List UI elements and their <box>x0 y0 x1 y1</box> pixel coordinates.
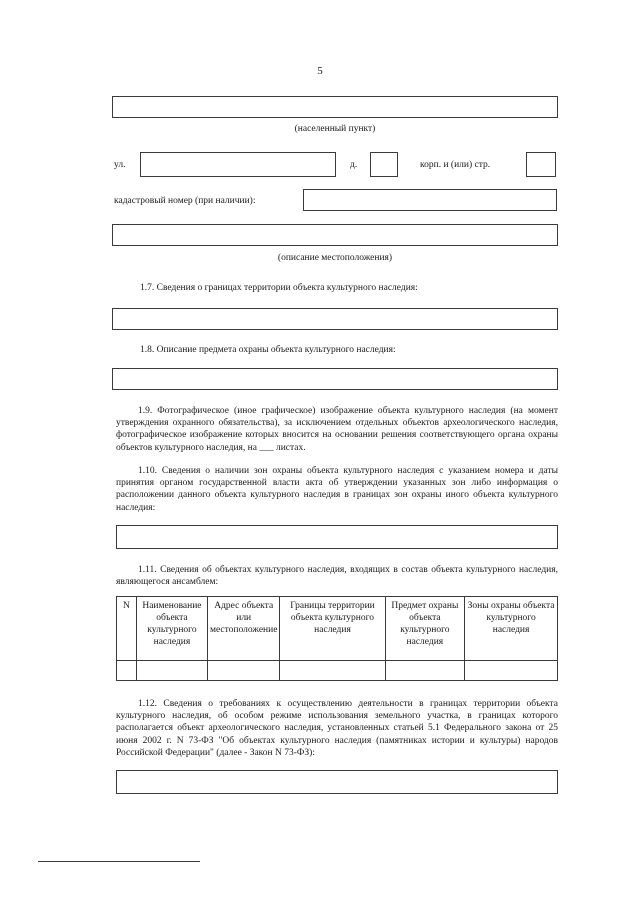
section-1-9-text: 1.9. Фотографическое (иное графическое) изображение объекта культурного наследия (на момент утверждения охранного обязательства), за исключением отдельных объектов археологического наследия, фотографическое изображение которых вносится на основании решения соответствующего органа охраны объектов культурного наследия, на ___ листах. <box>116 406 558 453</box>
cadastral-label: кадастровый номер (при наличии): <box>114 196 256 206</box>
street-label: ул. <box>114 160 126 170</box>
table-header-cell: N <box>117 597 137 661</box>
table-cell[interactable] <box>117 661 137 681</box>
ensemble-table <box>116 596 558 681</box>
table-cell[interactable] <box>136 661 207 681</box>
section-1-10-text: 1.10. Сведения о наличии зон охраны объекта культурного наследия с указанием номера и даты принятия органом государственной власти акта об утверждении указанных зон либо информация о расположении данного объекта культурного наследия в границах зон охраны иного объекта культурного наследия: <box>116 466 558 513</box>
section-1-7-field[interactable] <box>112 308 558 330</box>
building-field[interactable] <box>526 152 556 177</box>
house-label: д. <box>350 160 358 170</box>
table-header-cell: Адрес объекта или местоположение <box>207 597 279 661</box>
table-header-row <box>117 597 558 661</box>
settlement-field[interactable] <box>112 96 558 118</box>
street-field[interactable] <box>140 152 336 177</box>
building-label: корп. и (или) стр. <box>420 160 491 170</box>
table-row <box>117 661 558 681</box>
section-1-11-text: 1.11. Сведения об объектах культурного наследия, входящих в состав объекта культурного наследия, являющегося ансамблем: <box>116 565 558 588</box>
section-1-12-text: 1.12. Сведения о требованиях к осуществлению деятельности в границах территории объекта культурного наследия, об особом режиме использования земельного участка, в границах которого располагается объект археологического наследия, установленных статьей 5.1 Федерального закона от 25 июня 2002 г. N 73-ФЗ "Об объектах культурного наследия (памятниках истории и культуры) народов Российской Федерации" (далее - Закон N 73-ФЗ): <box>116 699 558 758</box>
settlement-caption: (населенный пункт) <box>294 124 376 134</box>
footnote-divider <box>38 861 200 862</box>
location-description-field[interactable] <box>112 224 558 246</box>
section-1-8-text: 1.8. Описание предмета охраны объекта культурного наследия: <box>140 345 396 355</box>
table-cell[interactable] <box>385 661 465 681</box>
table-header-cell: Границы территории объекта культурного наследия <box>280 597 385 661</box>
section-1-8-field[interactable] <box>112 368 558 390</box>
table-cell[interactable] <box>465 661 558 681</box>
table-header-cell: Наименование объекта культурного наследия <box>136 597 207 661</box>
house-field[interactable] <box>370 152 398 177</box>
section-1-12-field[interactable] <box>116 770 558 794</box>
table-cell[interactable] <box>207 661 279 681</box>
table-header-cell: Зоны охраны объекта культурного наследия <box>465 597 558 661</box>
table-cell[interactable] <box>280 661 385 681</box>
page-number: 5 <box>317 65 323 77</box>
cadastral-field[interactable] <box>303 189 557 211</box>
section-1-7-text: 1.7. Сведения о границах территории объекта культурного наследия: <box>140 283 418 293</box>
section-1-10-field[interactable] <box>116 525 558 549</box>
location-description-caption: (описание местоположения) <box>277 253 393 263</box>
table-header-cell: Предмет охраны объекта культурного наследия <box>385 597 465 661</box>
